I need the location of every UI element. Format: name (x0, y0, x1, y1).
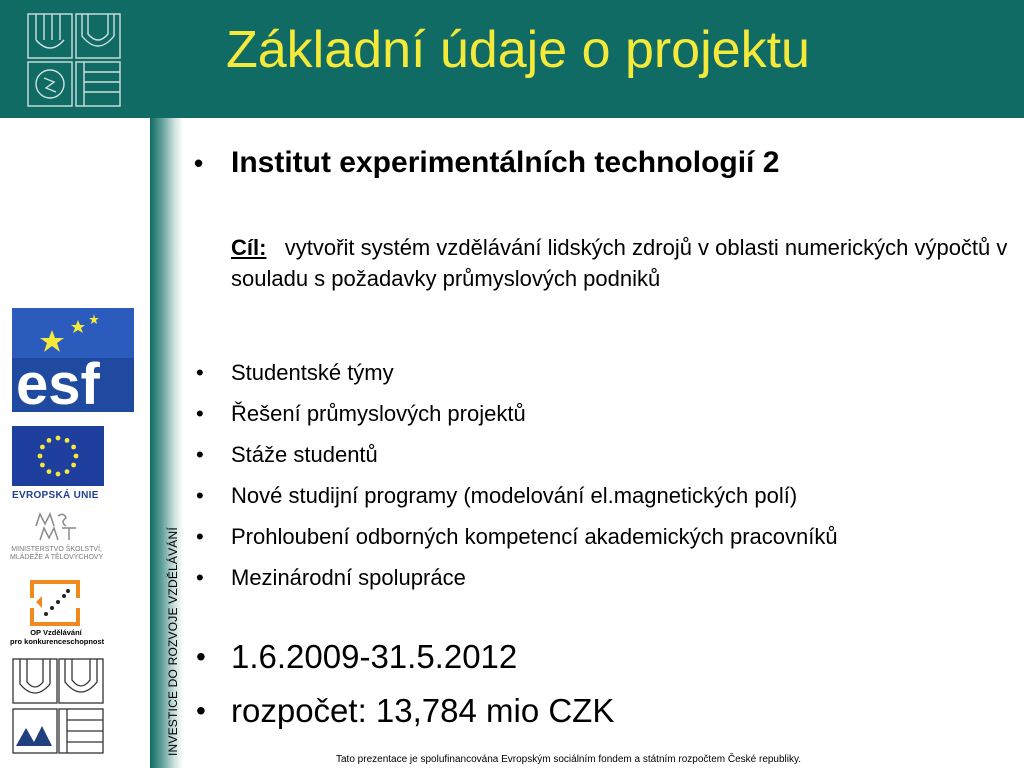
msmt-label-line2: MLÁDEŽE A TĚLOVÝCHOVY (10, 554, 104, 561)
list-item-text: Nové studijní programy (modelování el.magnetických polí) (231, 483, 798, 508)
header-bar (0, 0, 1024, 118)
op-label-line1: OP Vzdělávání (30, 628, 82, 637)
esf-logo-icon (12, 308, 134, 412)
bullet: • (194, 148, 204, 178)
bullet: • (196, 524, 204, 549)
op-vk-logo-icon (30, 580, 80, 626)
msmt-label (10, 546, 103, 562)
bullet: • (196, 695, 206, 726)
bullet: • (196, 565, 204, 590)
msmt-logo-icon (34, 512, 80, 542)
vertical-caption: INVESTICE DO ROZVOJE VZDĚLÁVÁNÍ (166, 527, 180, 756)
list-item-text: Řešení průmyslových projektů (231, 401, 526, 426)
goal-paragraph (231, 232, 1021, 294)
university-logo-bottom-icon (12, 658, 104, 754)
goal-text: vytvořit systém vzdělávání lidských zdrojů v oblasti numerických výpočtů v souladu s požadavky průmyslových podniků (231, 235, 1008, 291)
op-label-line2: pro konkurenceschopnost (10, 637, 105, 646)
svg-text:esf: esf (16, 352, 100, 412)
list-item-text: Stáže studentů (231, 442, 378, 467)
bullet: • (196, 442, 204, 467)
goal-label: Cíl: (231, 235, 267, 260)
msmt-label-line1: MINISTERSTVO ŠKOLSTVÍ, (11, 546, 102, 553)
footer-note: Tato prezentace je spolufinancována Evropským sociálním fondem a státním rozpočtem České republiky. (336, 754, 802, 765)
list-item-text: Mezinárodní spolupráce (231, 565, 466, 590)
eu-flag-icon (12, 426, 104, 486)
bullet: • (196, 401, 204, 426)
sponsor-logos (0, 300, 150, 768)
page-title: Základní údaje o projektu (226, 21, 810, 79)
bullet: • (196, 483, 204, 508)
list-item-text: Prohloubení odborných kompetencí akademických pracovníků (231, 524, 838, 549)
eu-label: EVROPSKÁ UNIE (12, 490, 99, 501)
project-dates: 1.6.2009-31.5.2012 (231, 638, 518, 675)
bullet: • (196, 360, 204, 385)
heading-text: Institut experimentálních technologií 2 (231, 146, 780, 179)
university-logo-icon (26, 12, 122, 108)
list-item-text: Studentské týmy (231, 360, 394, 385)
project-budget: rozpočet: 13,784 mio CZK (231, 692, 615, 729)
op-vk-label (10, 628, 105, 646)
bullet: • (196, 641, 206, 672)
